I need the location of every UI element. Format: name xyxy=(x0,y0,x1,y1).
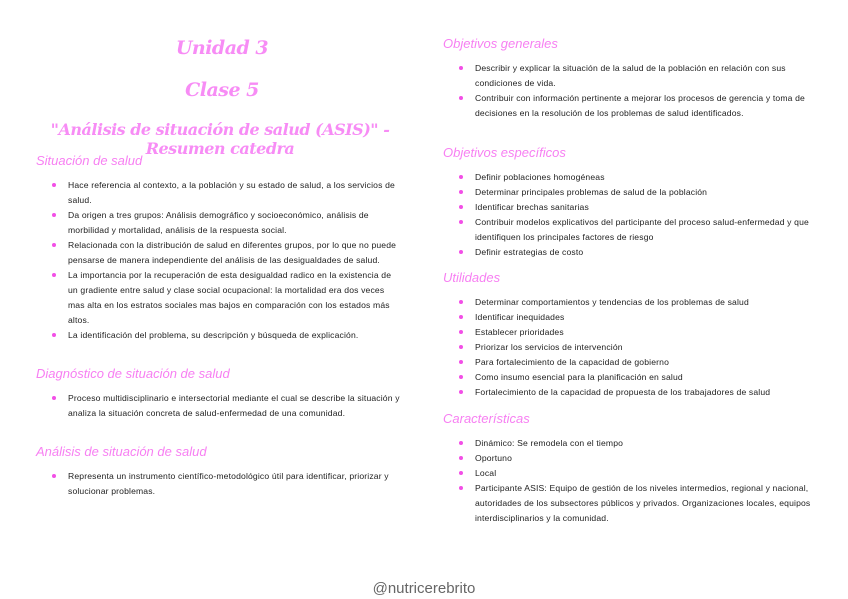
list-item: Establecer prioridades xyxy=(443,325,813,340)
section-heading: Análisis de situación de salud xyxy=(36,444,207,459)
section xyxy=(443,36,813,121)
list-item: Definir poblaciones homogéneas xyxy=(443,170,813,185)
bullet-list xyxy=(443,295,813,400)
list-item: Relacionada con la distribución de salud en diferentes grupos, por lo que no puede pensarse de manera independiente del análisis de las desigualdades de salud. xyxy=(36,238,400,268)
section-heading: Objetivos específicos xyxy=(443,145,566,160)
section xyxy=(443,270,813,400)
class-title: Clase 5 xyxy=(185,79,259,101)
list-item: Oportuno xyxy=(443,451,813,466)
list-item: Identificar inequidades xyxy=(443,310,813,325)
list-item: Determinar comportamientos y tendencias de los problemas de salud xyxy=(443,295,813,310)
bullet-list xyxy=(36,178,400,343)
section-heading: Utilidades xyxy=(443,270,501,285)
list-item: Definir estrategias de costo xyxy=(443,245,813,260)
bullet-list xyxy=(443,170,813,260)
document-subtitle: "Análisis de situación de salud (ASIS)" - Resumen catedra xyxy=(50,120,390,158)
bullet-list xyxy=(36,391,400,421)
section-heading: Objetivos generales xyxy=(443,36,558,51)
list-item: Local xyxy=(443,466,813,481)
list-item: Representa un instrumento científico-metodológico útil para identificar, priorizar y solucionar problemas. xyxy=(36,469,400,499)
bullet-list xyxy=(443,436,813,526)
section xyxy=(443,411,813,526)
list-item: Contribuir modelos explicativos del participante del proceso salud-enfermedad y que identifiquen los principales factores de riesgo xyxy=(443,215,813,245)
list-item: Fortalecimiento de la capacidad de propuesta de los trabajadores de salud xyxy=(443,385,813,400)
list-item: Priorizar los servicios de intervención xyxy=(443,340,813,355)
list-item: Dinámico: Se remodela con el tiempo xyxy=(443,436,813,451)
list-item: Para fortalecimiento de la capacidad de gobierno xyxy=(443,355,813,370)
list-item: Determinar principales problemas de salud de la población xyxy=(443,185,813,200)
section xyxy=(36,444,400,499)
list-item: Describir y explicar la situación de la salud de la población en relación con sus condiciones de vida. xyxy=(443,61,813,91)
watermark: @nutricerebrito xyxy=(372,580,476,597)
list-item: La importancia por la recuperación de esta desigualdad radico en la existencia de un gradiente entre salud y clase social ocupacional: la mortalidad era dos veces mas alta en los estratos sociales mas bajos en comparación con los estados más altos. xyxy=(36,268,400,328)
list-item: Hace referencia al contexto, a la población y su estado de salud, a los servicios de salud. xyxy=(36,178,400,208)
section xyxy=(443,145,813,260)
list-item: Identificar brechas sanitarias xyxy=(443,200,813,215)
section-heading: Situación de salud xyxy=(36,153,143,168)
unit-title: Unidad 3 xyxy=(175,37,269,59)
list-item: Proceso multidisciplinario e intersectorial mediante el cual se describe la situación y analiza la situación concreta de salud-enfermedad de una comunidad. xyxy=(36,391,400,421)
list-item: Participante ASIS: Equipo de gestión de los niveles intermedios, regional y nacional, autoridades de los subsectores públicos y privados. Organizaciones locales, equipos interdisciplinarios y la comunidad. xyxy=(443,481,813,526)
list-item: Como insumo esencial para la planificación en salud xyxy=(443,370,813,385)
list-item: La identificación del problema, su descripción y búsqueda de explicación. xyxy=(36,328,400,343)
section-heading: Diagnóstico de situación de salud xyxy=(36,366,230,381)
bullet-list xyxy=(36,469,400,499)
section xyxy=(36,366,400,421)
list-item: Da origen a tres grupos: Análisis demográfico y socioeconómico, análisis de morbilidad y mortalidad, análisis de la respuesta social. xyxy=(36,208,400,238)
section xyxy=(36,153,400,343)
bullet-list xyxy=(443,61,813,121)
list-item: Contribuir con información pertinente a mejorar los procesos de gerencia y toma de decisiones en la resolución de los problemas de salud identificados. xyxy=(443,91,813,121)
section-heading: Características xyxy=(443,411,530,426)
